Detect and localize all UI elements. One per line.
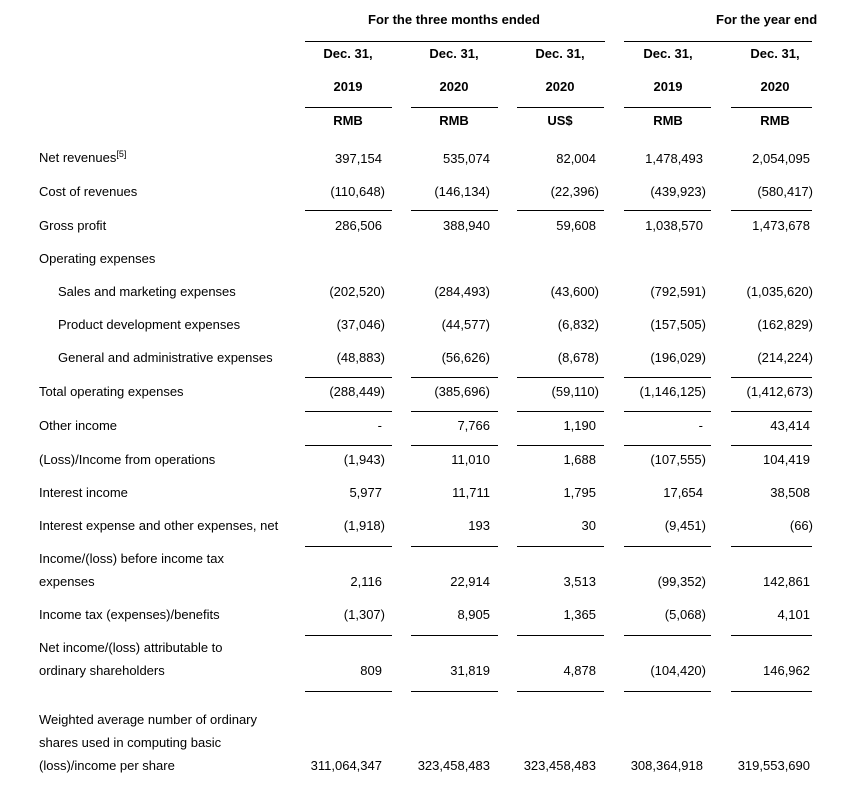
cell-general-admin-c5: (214,224)	[757, 350, 813, 365]
cell-interest-income-c3: 1,795	[563, 485, 596, 500]
footnote-marker: [5]	[116, 149, 127, 159]
cell-net-income-c1: 809	[360, 663, 382, 678]
cell-net-income-c4: (104,420)	[650, 663, 706, 678]
row-label-income-tax: Income tax (expenses)/benefits	[39, 607, 220, 622]
cell-cost-of-revenues-c3: (22,396)	[550, 184, 599, 199]
cell-interest-expense-c4: (9,451)	[664, 518, 706, 533]
cell-sales-marketing-c5: (1,035,620)	[746, 284, 813, 299]
cell-income-ops-c1: (1,943)	[343, 452, 385, 467]
subtotal-rule	[731, 377, 812, 378]
col4-header-rule	[624, 107, 711, 108]
row-label-income-from-operations: (Loss)/Income from operations	[39, 452, 216, 467]
cell-weighted-shares-c3: 323,458,483	[523, 758, 596, 773]
row-label-net-revenues: Net revenues[5]	[39, 149, 127, 165]
cell-total-opex-c5: (1,412,673)	[746, 384, 813, 399]
cell-cost-of-revenues-c2: (146,134)	[434, 184, 490, 199]
cell-general-admin-c3: (8,678)	[557, 350, 599, 365]
cell-income-before-tax-c1: 2,116	[350, 574, 382, 589]
subtotal-rule	[624, 546, 711, 547]
subtotal-rule	[624, 377, 711, 378]
cell-income-ops-c3: 1,688	[563, 452, 596, 467]
col2-currency: RMB	[439, 113, 469, 128]
cell-income-ops-c4: (107,555)	[650, 452, 706, 467]
subtotal-rule	[305, 377, 392, 378]
cell-gross-profit-c3: 59,608	[556, 218, 596, 233]
cell-gross-profit-c2: 388,940	[443, 218, 490, 233]
cell-sales-marketing-c3: (43,600)	[550, 284, 599, 299]
subtotal-rule	[517, 411, 604, 412]
subtotal-rule	[305, 210, 392, 211]
subtotal-rule	[411, 377, 498, 378]
subtotal-rule	[624, 635, 711, 636]
col2-header-rule	[411, 107, 498, 108]
cell-net-income-c2: 31,819	[450, 663, 490, 678]
cell-interest-income-c5: 38,508	[770, 485, 810, 500]
cell-total-opex-c1: (288,449)	[329, 384, 385, 399]
row-label-net-income-line2: ordinary shareholders	[39, 663, 165, 678]
col2-year: 2020	[439, 79, 469, 94]
subtotal-rule	[517, 635, 604, 636]
cell-other-income-c4: -	[698, 418, 703, 433]
col1-currency: RMB	[333, 113, 363, 128]
cell-product-development-c5: (162,829)	[757, 317, 813, 332]
cell-total-opex-c4: (1,146,125)	[639, 384, 706, 399]
subtotal-rule	[411, 635, 498, 636]
subtotal-rule	[411, 210, 498, 211]
cell-weighted-shares-c4: 308,364,918	[630, 758, 703, 773]
row-label-sales-marketing: Sales and marketing expenses	[58, 284, 236, 299]
cell-income-tax-c3: 1,365	[563, 607, 596, 622]
cell-net-income-c3: 4,878	[563, 663, 596, 678]
row-label-interest-income: Interest income	[39, 485, 128, 500]
cell-sales-marketing-c1: (202,520)	[329, 284, 385, 299]
col4-currency: RMB	[653, 113, 683, 128]
subtotal-rule	[517, 445, 604, 446]
col1-year: 2019	[333, 79, 363, 94]
subtotal-rule	[731, 411, 812, 412]
cell-cost-of-revenues-c5: (580,417)	[757, 184, 813, 199]
col5-header-rule	[731, 107, 812, 108]
cell-interest-expense-c1: (1,918)	[343, 518, 385, 533]
row-label-interest-expense: Interest expense and other expenses, net	[39, 518, 279, 533]
col2-date: Dec. 31,	[429, 46, 479, 61]
subtotal-rule	[624, 445, 711, 446]
year-group-header: For the year end	[716, 12, 818, 27]
cell-weighted-shares-c1: 311,064,347	[310, 758, 382, 773]
total-rule	[731, 691, 812, 692]
subtotal-rule	[305, 445, 392, 446]
cell-income-before-tax-c3: 3,513	[563, 574, 596, 589]
row-label-general-admin: General and administrative expenses	[58, 350, 273, 365]
total-rule	[411, 691, 498, 692]
row-label-weighted-shares-line1: Weighted average number of ordinary	[39, 712, 257, 727]
row-label-operating-expenses: Operating expenses	[39, 251, 156, 266]
cell-gross-profit-c5: 1,473,678	[752, 218, 810, 233]
cell-general-admin-c1: (48,883)	[336, 350, 385, 365]
cell-product-development-c3: (6,832)	[557, 317, 599, 332]
cell-net-revenues-c5: 2,054,095	[752, 151, 810, 166]
total-rule	[624, 691, 711, 692]
cell-net-revenues-c3: 82,004	[556, 151, 596, 166]
row-label-weighted-shares-line2: shares used in computing basic	[39, 735, 222, 750]
cell-income-tax-c1: (1,307)	[343, 607, 385, 622]
col1-date: Dec. 31,	[323, 46, 373, 61]
three-months-group-rule	[305, 41, 605, 42]
subtotal-rule	[731, 546, 812, 547]
cell-weighted-shares-c2: 323,458,483	[417, 758, 490, 773]
total-rule	[305, 691, 392, 692]
cell-gross-profit-c4: 1,038,570	[645, 218, 703, 233]
col5-currency: RMB	[760, 113, 790, 128]
cell-total-opex-c2: (385,696)	[434, 384, 490, 399]
cell-other-income-c1: -	[377, 418, 382, 433]
cell-other-income-c3: 1,190	[563, 418, 596, 433]
cell-gross-profit-c1: 286,506	[335, 218, 382, 233]
cell-product-development-c2: (44,577)	[441, 317, 490, 332]
cell-interest-income-c2: 11,711	[452, 485, 490, 500]
cell-general-admin-c2: (56,626)	[441, 350, 490, 365]
row-label-cost-of-revenues: Cost of revenues	[39, 184, 138, 199]
row-label-gross-profit: Gross profit	[39, 218, 107, 233]
col4-date: Dec. 31,	[643, 46, 693, 61]
row-label-income-before-tax-line2: expenses	[39, 574, 95, 589]
subtotal-rule	[305, 635, 392, 636]
subtotal-rule	[305, 546, 392, 547]
cell-weighted-shares-c5: 319,553,690	[737, 758, 810, 773]
cell-net-revenues-c4: 1,478,493	[645, 151, 703, 166]
cell-net-income-c5: 146,962	[763, 663, 810, 678]
cell-income-tax-c2: 8,905	[457, 607, 490, 622]
subtotal-rule	[411, 445, 498, 446]
subtotal-rule	[731, 445, 812, 446]
cell-interest-income-c4: 17,654	[663, 485, 703, 500]
subtotal-rule	[517, 210, 604, 211]
cell-interest-expense-c2: 193	[468, 518, 490, 533]
cell-sales-marketing-c4: (792,591)	[650, 284, 706, 299]
row-label-income-before-tax-line1: Income/(loss) before income tax	[39, 551, 224, 566]
cell-other-income-c5: 43,414	[770, 418, 810, 433]
subtotal-rule	[624, 411, 711, 412]
cell-sales-marketing-c2: (284,493)	[434, 284, 490, 299]
cell-cost-of-revenues-c1: (110,648)	[330, 184, 385, 199]
cell-income-before-tax-c5: 142,861	[763, 574, 810, 589]
cell-income-before-tax-c4: (99,352)	[657, 574, 706, 589]
subtotal-rule	[411, 411, 498, 412]
col3-header-rule	[517, 107, 604, 108]
subtotal-rule	[411, 546, 498, 547]
col5-date: Dec. 31,	[750, 46, 800, 61]
col3-date: Dec. 31,	[535, 46, 585, 61]
cell-income-ops-c5: 104,419	[763, 452, 810, 467]
row-label-net-income-line1: Net income/(loss) attributable to	[39, 640, 223, 655]
cell-income-before-tax-c2: 22,914	[450, 574, 490, 589]
subtotal-rule	[731, 635, 812, 636]
cell-interest-expense-c5: (66)	[789, 518, 813, 533]
cell-net-revenues-c2: 535,074	[443, 151, 490, 166]
cell-income-ops-c2: 11,010	[451, 452, 490, 467]
cell-product-development-c4: (157,505)	[650, 317, 706, 332]
cell-interest-income-c1: 5,977	[349, 485, 382, 500]
cell-cost-of-revenues-c4: (439,923)	[650, 184, 706, 199]
col3-currency: US$	[547, 113, 573, 128]
col4-year: 2019	[653, 79, 683, 94]
subtotal-rule	[517, 546, 604, 547]
col3-year: 2020	[545, 79, 575, 94]
total-rule	[517, 691, 604, 692]
cell-income-tax-c5: 4,101	[777, 607, 810, 622]
row-label-weighted-shares-line3: (loss)/income per share	[39, 758, 175, 773]
cell-general-admin-c4: (196,029)	[650, 350, 706, 365]
cell-product-development-c1: (37,046)	[336, 317, 385, 332]
subtotal-rule	[624, 210, 711, 211]
cell-interest-expense-c3: 30	[581, 518, 596, 533]
three-months-group-header: For the three months ended	[368, 12, 540, 27]
row-label-other-income: Other income	[39, 418, 118, 433]
cell-total-opex-c3: (59,110)	[551, 384, 599, 399]
row-label-product-development: Product development expenses	[58, 317, 241, 332]
year-group-rule	[624, 41, 812, 42]
cell-other-income-c2: 7,766	[457, 418, 490, 433]
col5-year: 2020	[760, 79, 790, 94]
row-label-total-operating-expenses: Total operating expenses	[39, 384, 184, 399]
subtotal-rule	[731, 210, 812, 211]
cell-income-tax-c4: (5,068)	[664, 607, 706, 622]
subtotal-rule	[517, 377, 604, 378]
cell-net-revenues-c1: 397,154	[335, 151, 382, 166]
subtotal-rule	[305, 411, 392, 412]
col1-header-rule	[305, 107, 392, 108]
